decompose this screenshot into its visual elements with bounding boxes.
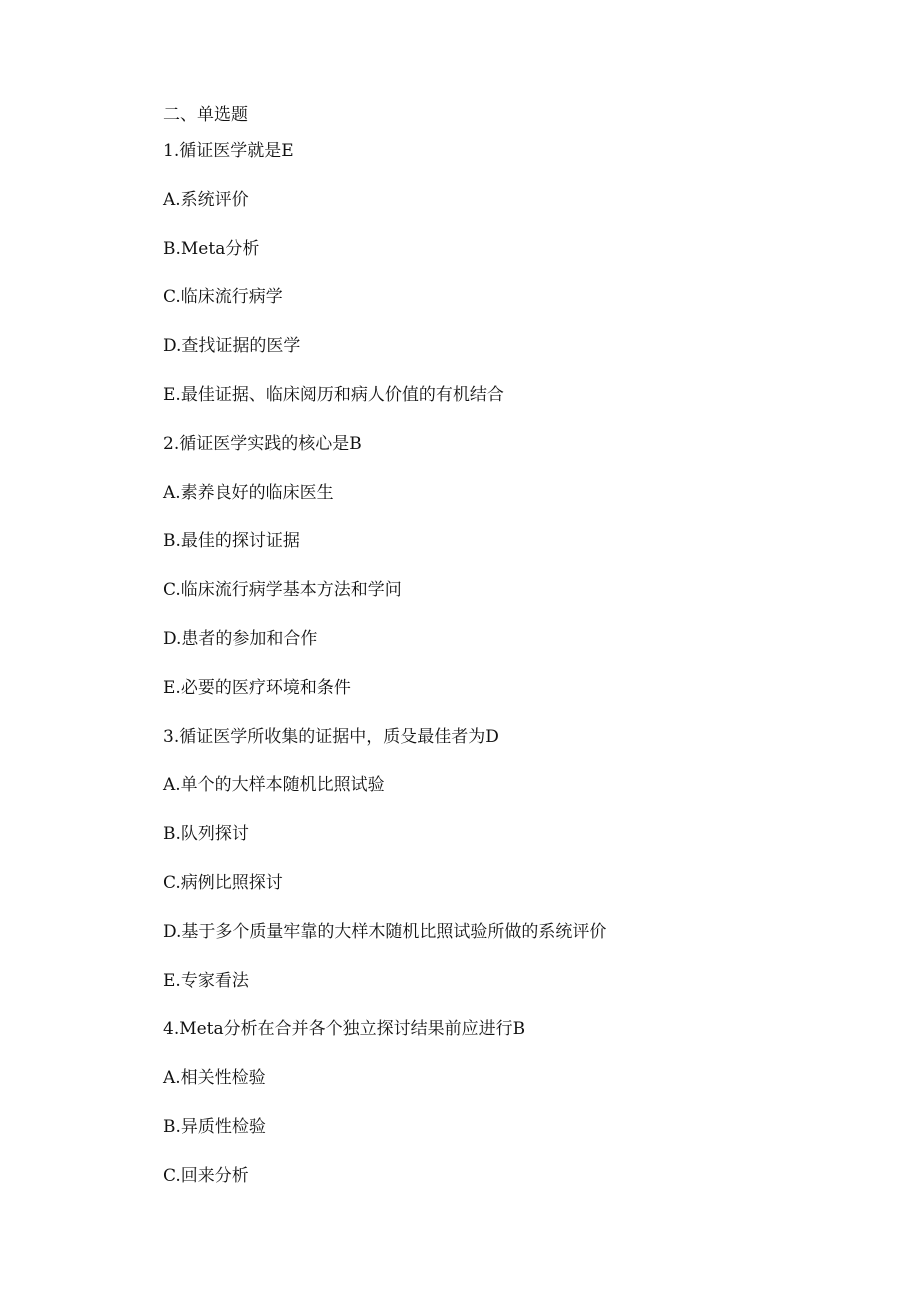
option-1c: C.临床流行病学: [163, 287, 283, 308]
option-3b: B.队列探讨: [163, 824, 249, 845]
option-3a: A.单个的大样本随机比照试验: [163, 775, 385, 796]
option-2c: C.临床流行病学基本方法和学问: [163, 580, 402, 601]
option-1d: D.查找证据的医学: [163, 336, 301, 357]
option-4a: A.相关性检验: [163, 1068, 266, 1089]
option-2b: B.最佳的探讨证据: [163, 531, 300, 552]
option-2e: E.必要的医疗环境和条件: [163, 677, 351, 698]
question-3: 3.循证医学所收集的证据中，质殳最佳者为D: [163, 726, 499, 747]
option-2d: D.患者的参加和合作: [163, 628, 318, 649]
option-1b: B.Meta分析: [163, 238, 260, 259]
option-3e: E.专家看法: [163, 970, 249, 991]
option-1e: E.最佳证据、临床阅历和病人价值的有机结合: [163, 384, 504, 405]
option-3c: C.病例比照探讨: [163, 872, 283, 893]
document-body: [163, 104, 863, 1214]
section-title: 二、单选题: [163, 105, 248, 125]
option-1a: A.系统评价: [163, 189, 249, 210]
option-4b: B.异质性检验: [163, 1116, 266, 1137]
option-4c: C.回来分析: [163, 1165, 249, 1186]
option-3d: D.基于多个质量牢靠的大样木随机比照试验所做的系统评价: [163, 921, 607, 942]
question-1: 1.循证医学就是E: [163, 141, 294, 161]
question-4: 4.Meta分析在合并各个独立探讨结果前应进行B: [163, 1019, 526, 1040]
question-2: 2.循证医学实践的核心是B: [163, 433, 362, 454]
option-2a: A.素养良好的临床医生: [163, 482, 334, 503]
